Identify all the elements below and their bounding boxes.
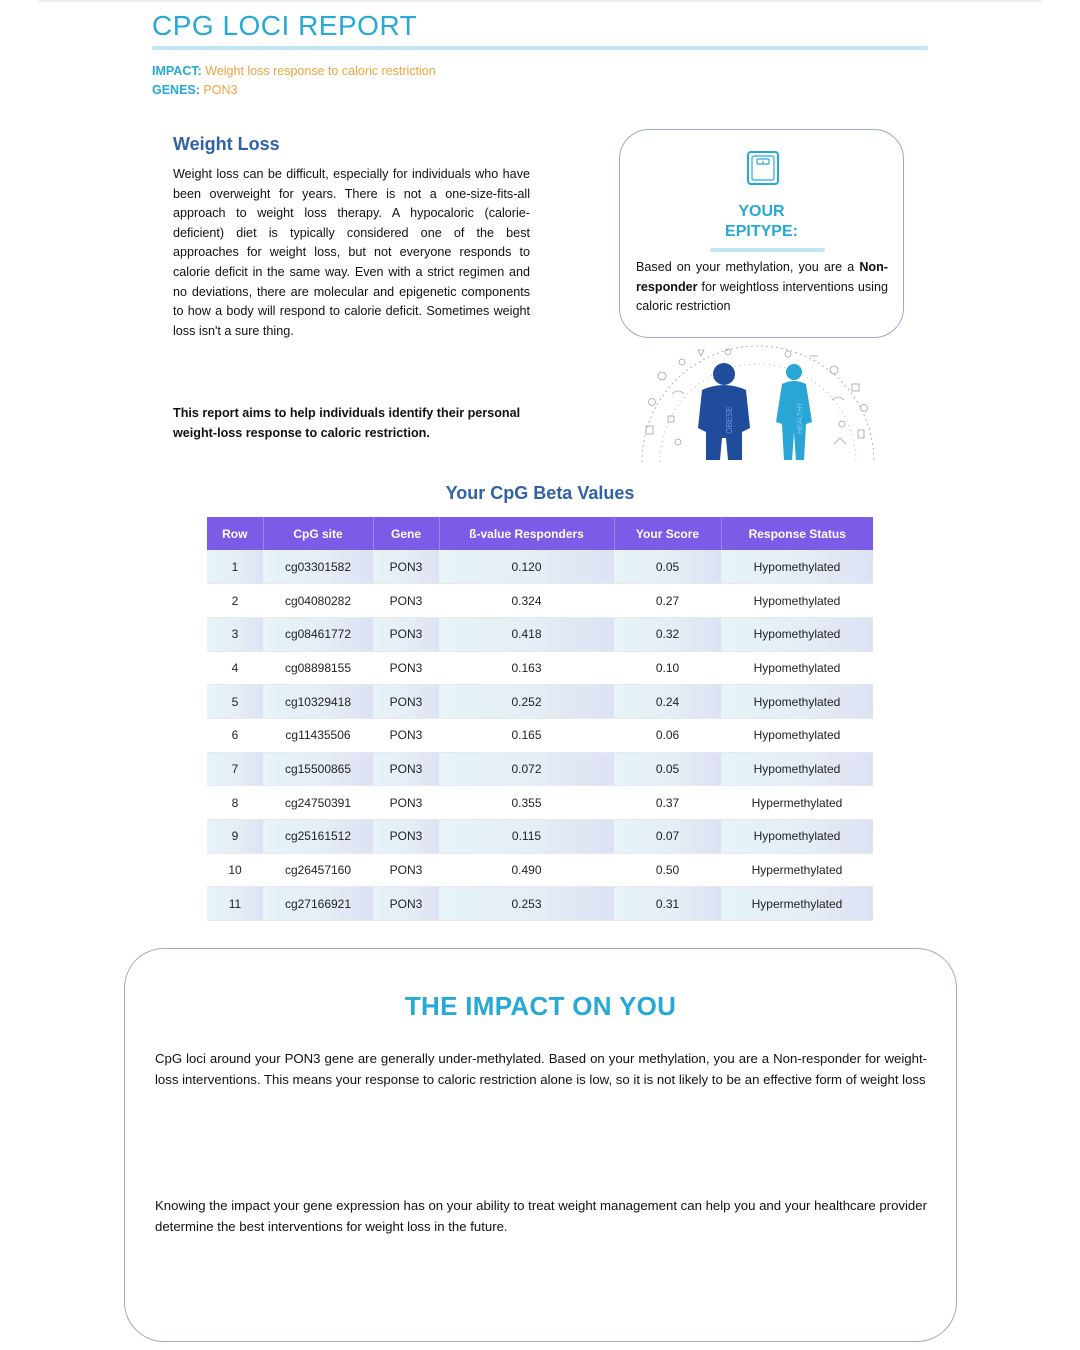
cell-cpg-site: cg24750391	[263, 786, 373, 820]
cell-cpg-site: cg11435506	[263, 718, 373, 752]
cell-cpg-site: cg04080282	[263, 584, 373, 618]
impact-title: THE IMPACT ON YOU	[404, 991, 677, 1021]
cpg-beta-table	[207, 517, 873, 921]
cell-your-score: 0.31	[614, 887, 721, 921]
cell-your-score: 0.50	[614, 853, 721, 887]
table-row	[207, 550, 873, 584]
cell-beta-value: 0.253	[439, 887, 614, 921]
col-header-gene: Gene	[373, 517, 439, 550]
col-header-beta-responders: ß-value Responders	[439, 517, 614, 550]
cell-cpg-site: cg08461772	[263, 617, 373, 651]
cell-cpg-site: cg03301582	[263, 550, 373, 584]
cell-your-score: 0.06	[614, 718, 721, 752]
table-row	[207, 820, 873, 854]
cell-cpg-site: cg10329418	[263, 685, 373, 719]
col-header-response-status: Response Status	[721, 517, 873, 550]
col-header-cpg-site: CpG site	[263, 517, 373, 550]
epitype-text-after: for weightloss interventions using caloric restriction	[636, 279, 888, 314]
cell-row: 6	[207, 718, 263, 752]
epitype-label-line1: YOUR	[738, 203, 785, 220]
cell-your-score: 0.27	[614, 584, 721, 618]
cell-beta-value: 0.252	[439, 685, 614, 719]
cell-row: 7	[207, 752, 263, 786]
table-title: Your CpG Beta Values	[445, 483, 635, 503]
cell-response-status: Hypomethylated	[721, 752, 873, 786]
impact-paragraph-2: Knowing the impact your gene expression has on your ability to treat weight management can help you and your healthcare provider determine the best interventions for weight loss in the future.	[155, 1198, 927, 1234]
cell-beta-value: 0.165	[439, 718, 614, 752]
impact-value: Weight loss response to caloric restriction	[205, 64, 436, 78]
cell-cpg-site: cg27166921	[263, 887, 373, 921]
body-comparison-illustration	[638, 344, 878, 462]
cell-gene: PON3	[373, 853, 439, 887]
cell-gene: PON3	[373, 820, 439, 854]
intro-paragraph: Weight loss can be difficult, especially for individuals who have been overweight for years. There is not a one-size-fits-all approach to weight loss therapy. A hypocaloric (calorie-deficient) diet is typically considered one of the best approaches for weight loss, but not everyone responds to calorie deficit in the same way. Even with a strict regimen and no deviations, there are molecular and epigenetic components to how a body will respond to calorie deficit. Sometimes weight loss isn't a sure thing.	[173, 167, 530, 338]
cell-beta-value: 0.120	[439, 550, 614, 584]
healthy-label: HEALTHY	[797, 402, 804, 434]
cell-response-status: Hypermethylated	[721, 786, 873, 820]
cell-row: 8	[207, 786, 263, 820]
scale-icon	[745, 150, 781, 186]
healthy-figure	[776, 364, 812, 460]
cell-gene: PON3	[373, 887, 439, 921]
cell-gene: PON3	[373, 550, 439, 584]
cell-beta-value: 0.115	[439, 820, 614, 854]
cell-row: 3	[207, 617, 263, 651]
cell-response-status: Hypermethylated	[721, 887, 873, 921]
cell-row: 4	[207, 651, 263, 685]
cell-your-score: 0.10	[614, 651, 721, 685]
col-header-row: Row	[207, 517, 263, 550]
cell-gene: PON3	[373, 617, 439, 651]
cell-response-status: Hypomethylated	[721, 617, 873, 651]
cell-gene: PON3	[373, 685, 439, 719]
table-row	[207, 685, 873, 719]
cell-row: 1	[207, 550, 263, 584]
cell-gene: PON3	[373, 718, 439, 752]
table-row	[207, 853, 873, 887]
cell-row: 2	[207, 584, 263, 618]
cell-beta-value: 0.072	[439, 752, 614, 786]
cell-beta-value: 0.163	[439, 651, 614, 685]
cell-row: 11	[207, 887, 263, 921]
cell-row: 10	[207, 853, 263, 887]
cell-response-status: Hypermethylated	[721, 853, 873, 887]
table-header-row	[207, 517, 873, 550]
cell-response-status: Hypomethylated	[721, 584, 873, 618]
epitype-underline	[710, 248, 825, 252]
table-row	[207, 584, 873, 618]
cell-beta-value: 0.355	[439, 786, 614, 820]
table-row	[207, 617, 873, 651]
cell-your-score: 0.37	[614, 786, 721, 820]
cell-response-status: Hypomethylated	[721, 651, 873, 685]
cell-response-status: Hypomethylated	[721, 820, 873, 854]
impact-meta	[152, 64, 436, 78]
genes-key: GENES:	[152, 83, 200, 97]
epitype-text	[636, 258, 888, 317]
impact-paragraph-1: CpG loci around your PON3 gene are generally under-methylated. Based on your methylation, you are a Non-responder for weight-loss interventions. This means your response to caloric restriction alone is low, so it is not likely to be an effective form of weight loss	[155, 1051, 927, 1087]
cell-row: 5	[207, 685, 263, 719]
cell-your-score: 0.24	[614, 685, 721, 719]
cell-response-status: Hypomethylated	[721, 550, 873, 584]
cell-beta-value: 0.324	[439, 584, 614, 618]
impact-card	[124, 948, 957, 1342]
cell-gene: PON3	[373, 786, 439, 820]
table-body	[207, 550, 873, 921]
table-row	[207, 752, 873, 786]
table-row	[207, 786, 873, 820]
epitype-text-before: Based on your methylation, you are a	[636, 260, 860, 274]
cell-beta-value: 0.418	[439, 617, 614, 651]
cell-cpg-site: cg08898155	[263, 651, 373, 685]
cell-your-score: 0.05	[614, 550, 721, 584]
epitype-card	[619, 129, 904, 338]
impact-key: IMPACT:	[152, 64, 202, 78]
report-title: CPG LOCI REPORT	[152, 10, 418, 41]
cell-your-score: 0.32	[614, 617, 721, 651]
cell-response-status: Hypomethylated	[721, 718, 873, 752]
table-row	[207, 887, 873, 921]
epitype-text-bold: Non-responder	[636, 260, 888, 294]
food-icons-arc	[642, 346, 874, 462]
cell-cpg-site: cg26457160	[263, 853, 373, 887]
cell-cpg-site: cg15500865	[263, 752, 373, 786]
top-divider	[38, 0, 1042, 2]
cell-your-score: 0.05	[614, 752, 721, 786]
title-underline	[152, 46, 928, 50]
cell-beta-value: 0.490	[439, 853, 614, 887]
obese-figure	[698, 363, 750, 460]
genes-meta	[152, 83, 237, 97]
cell-gene: PON3	[373, 651, 439, 685]
table-row	[207, 651, 873, 685]
cell-gene: PON3	[373, 584, 439, 618]
cell-gene: PON3	[373, 752, 439, 786]
genes-value: PON3	[203, 83, 238, 97]
cell-row: 9	[207, 820, 263, 854]
aim-statement: This report aims to help individuals identify their personal weight-loss response to caloric restriction.	[173, 406, 521, 440]
table-row	[207, 718, 873, 752]
epitype-label-line2: EPITYPE:	[725, 223, 798, 240]
cell-response-status: Hypomethylated	[721, 685, 873, 719]
cell-cpg-site: cg25161512	[263, 820, 373, 854]
section-heading: Weight Loss	[173, 134, 280, 154]
obese-label: OBESE	[725, 406, 734, 434]
cell-your-score: 0.07	[614, 820, 721, 854]
epitype-label	[620, 202, 903, 242]
col-header-your-score: Your Score	[614, 517, 721, 550]
